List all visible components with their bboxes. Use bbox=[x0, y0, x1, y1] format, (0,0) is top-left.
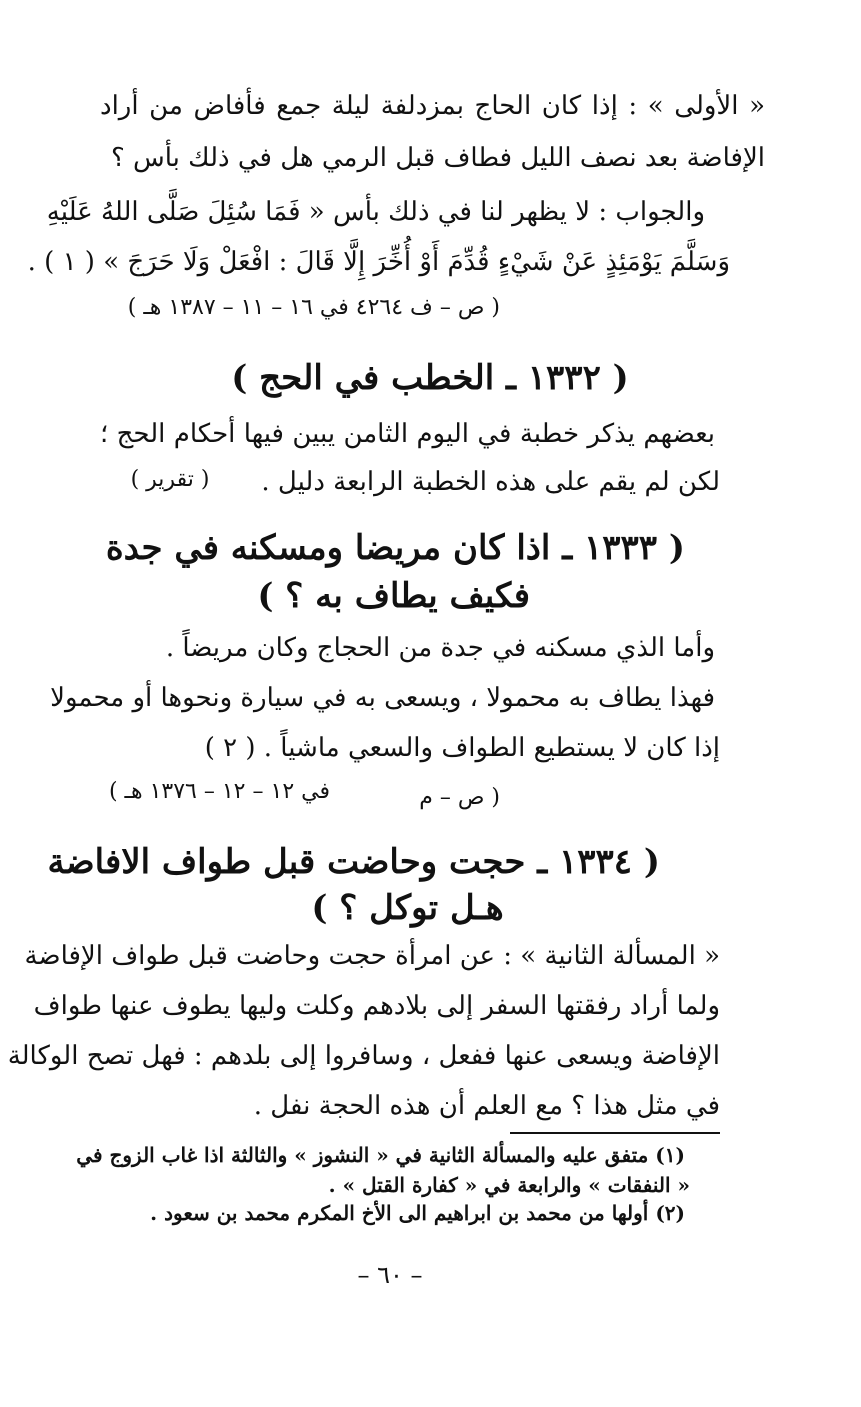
body-line: في مثل هذا ؟ مع العلم أن هذه الحجة نفل . bbox=[253, 1091, 720, 1121]
source-note: ( تقرير ) bbox=[130, 467, 210, 492]
body-line: والجواب : لا يظهر لنا في ذلك بأس « فَمَا سُئِلَ صَلَّى اللهُ عَلَيْهِ bbox=[46, 197, 705, 227]
body-line: بعضهم يذكر خطبة في اليوم الثامن يبين فيها أحكام الحج ؛ bbox=[100, 419, 715, 449]
body-line: ولما أراد رفقتها السفر إلى بلادهم وكلت وليها يطوف عنها طواف bbox=[33, 991, 720, 1021]
footnote: (٢) أولها من محمد بن ابراهيم الى الأخ المكرم محمد بن سعود . bbox=[150, 1201, 685, 1225]
body-line: لكن لم يقم على هذه الخطبة الرابعة دليل . bbox=[261, 467, 720, 497]
section-heading-continued: فكيف يطاف به ؟ ) bbox=[257, 576, 530, 616]
body-line: إذا كان لا يستطيع الطواف والسعي ماشياً . ( ٢ ) bbox=[204, 733, 720, 763]
body-line: فهذا يطاف به محمولا ، ويسعى به في سيارة ونحوها أو محمولا bbox=[50, 683, 715, 713]
footnote-separator bbox=[510, 1132, 720, 1134]
footnote-continued: « النفقات » والرابعة في « كفارة القتل » . bbox=[328, 1173, 690, 1197]
footnote: (١) متفق عليه والمسألة الثانية في « النشوز » والثالثة اذا غاب الزوج في bbox=[76, 1143, 685, 1167]
body-line: وَسَلَّمَ يَوْمَئِذٍ عَنْ شَيْءٍ قُدِّمَ أَوْ أُخِّرَ إِلَّا قَالَ : افْعَلْ وَلَا حَرَجَ » ( ١ ) . bbox=[27, 247, 730, 277]
body-line: « الأولى » : إذا كان الحاج بمزدلفة ليلة جمع فأفاض من أراد bbox=[100, 91, 765, 121]
page-number: – ٦٠ – bbox=[357, 1261, 423, 1289]
section-heading-continued: هـل توكل ؟ ) bbox=[311, 888, 504, 928]
source-reference: ( ص – ف ٤٢٦٤ في ١٦ – ١١ – ١٣٨٧ هـ ) bbox=[127, 295, 500, 320]
body-line: « المسألة الثانية » : عن امرأة حجت وحاضت قبل طواف الإفاضة bbox=[24, 941, 720, 971]
body-line: الإفاضة ويسعى عنها ففعل ، وسافروا إلى بلدهم : فهل تصح الوكالة bbox=[7, 1041, 720, 1071]
section-heading: ( ١٣٣٤ ـ حجت وحاضت قبل طواف الافاضة bbox=[47, 842, 660, 882]
body-line: الإفاضة بعد نصف الليل فطاف قبل الرمي هل في ذلك بأس ؟ bbox=[110, 143, 765, 173]
source-reference-code: ( ص – م bbox=[419, 785, 500, 810]
source-reference-date: في ١٢ – ١٢ – ١٣٧٦ هـ ) bbox=[108, 779, 330, 804]
section-heading: ( ١٣٣٣ ـ اذا كان مريضا ومسكنه في جدة bbox=[105, 528, 685, 568]
section-heading: ( ١٣٣٢ ـ الخطب في الحج ) bbox=[231, 358, 629, 398]
body-line: وأما الذي مسكنه في جدة من الحجاج وكان مريضاً . bbox=[165, 633, 715, 663]
